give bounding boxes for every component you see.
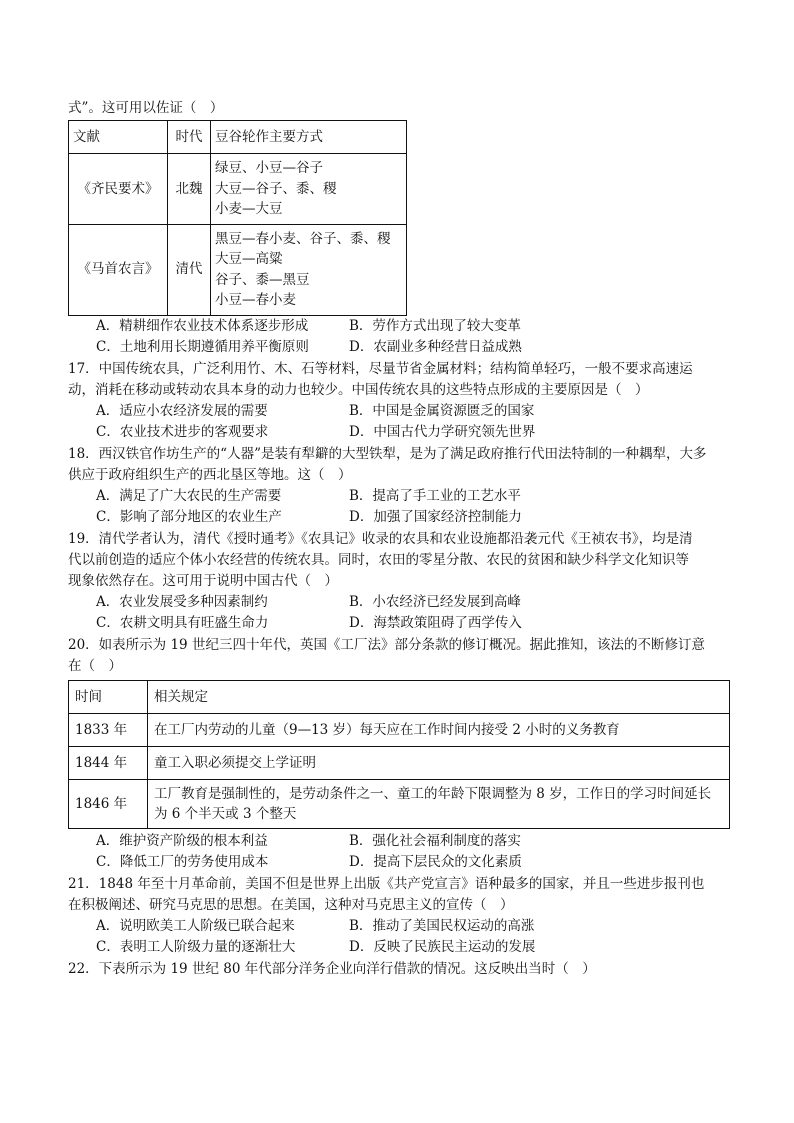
question-text: 现象依然存在。这可用于说明中国古代（ ） xyxy=(68,572,338,589)
table-header-row xyxy=(69,121,407,154)
year-cell: 1833 年 xyxy=(69,713,148,746)
method-line: 大豆—高粱 xyxy=(215,251,283,267)
option-b[interactable]: B．强化社会福利制度的落实 xyxy=(349,832,521,849)
question-text: 供应于政府组织生产的西北垦区等地。这（ ） xyxy=(68,466,352,483)
option-b[interactable]: B．推动了美国民权运动的高涨 xyxy=(349,917,535,934)
factory-act-table xyxy=(68,680,730,829)
header-time: 时间 xyxy=(69,680,148,713)
option-d[interactable]: D．加强了国家经济控制能力 xyxy=(349,509,522,525)
q17-options xyxy=(68,401,730,444)
option-b[interactable]: B．提高了手工业的工艺水平 xyxy=(349,487,521,504)
table-row xyxy=(69,224,407,315)
q18-options xyxy=(68,486,730,529)
q16-options xyxy=(68,316,730,359)
option-a[interactable]: A．说明欧美工人阶级已联合起来 xyxy=(96,917,295,934)
option-b[interactable]: B．小农经济已经发展到高峰 xyxy=(349,593,521,610)
method-cell xyxy=(211,224,407,315)
year-cell: 1844 年 xyxy=(69,746,148,779)
method-cell xyxy=(211,154,407,225)
era-cell: 清代 xyxy=(168,224,211,315)
question-text: 21．1848 年至十月革命前，美国不但是世界上出版《共产党宣言》语种最多的国家，并且一些进步报刊也 xyxy=(68,875,705,892)
option-a[interactable]: A．维护资产阶级的根本利益 xyxy=(96,832,268,849)
q21-options xyxy=(68,916,730,959)
question-22 xyxy=(68,959,730,980)
table-row xyxy=(69,746,730,779)
question-text: 代以前创造的适应个体小农经营的传统农具。同时，农田的零星分散、农民的贫困和缺少科学文化知识等 xyxy=(68,551,689,568)
option-d[interactable]: D．海禁政策阻碍了西学传入 xyxy=(349,615,522,631)
header-era: 时代 xyxy=(168,121,211,154)
book-cell: 《齐民要术》 xyxy=(69,154,168,225)
question-text: 20．如表所示为 19 世纪三四十年代，英国《工厂法》部分条款的修订概况。据此推知，该法的不断修订意 xyxy=(68,636,705,653)
option-a[interactable]: A．满足了广大农民的生产需要 xyxy=(96,487,282,504)
q20-options xyxy=(68,831,730,874)
option-c[interactable]: C．影响了部分地区的农业生产 xyxy=(96,509,282,525)
option-c[interactable]: C．农耕文明具有旺盛生命力 xyxy=(96,615,269,631)
question-21 xyxy=(68,874,730,959)
exam-page xyxy=(68,98,730,980)
option-d[interactable]: D．反映了民族民主运动的发展 xyxy=(349,939,536,955)
question-text: 动，消耗在移动或转动农具本身的动力也较少。中国传统农具的这些特点形成的主要原因是（ ） xyxy=(68,381,649,398)
method-line: 绿豆、小豆—谷子 xyxy=(215,160,323,176)
option-b[interactable]: B．劳作方式出现了较大变革 xyxy=(349,317,521,334)
q19-options xyxy=(68,592,730,635)
question-20 xyxy=(68,635,730,874)
rule-cell: 在工厂内劳动的儿童（9—13 岁）每天应在工作时间内接受 2 小时的义务教育 xyxy=(148,713,730,746)
q16-tail: 式”。这可用以佐证（ ） xyxy=(68,100,224,116)
year-cell: 1846 年 xyxy=(69,779,148,828)
question-text: 19．清代学者认为，清代《授时通考》《农具记》收录的农具和农业设施都沿袭元代《王祯农书》，均是清 xyxy=(68,530,693,547)
option-d[interactable]: D．中国古代力学研究领先世界 xyxy=(349,424,536,440)
question-text: 22．下表所示为 19 世纪 80 年代部分洋务企业向洋行借款的情况。这反映出当时（ ） xyxy=(68,960,596,977)
option-d[interactable]: D．提高下层民众的文化素质 xyxy=(349,854,522,870)
option-c[interactable]: C．土地利用长期遵循用养平衡原则 xyxy=(96,339,309,355)
crop-rotation-table xyxy=(68,120,407,316)
method-line: 小豆—春小麦 xyxy=(215,292,296,308)
table-row xyxy=(69,154,407,225)
header-document: 文献 xyxy=(69,121,168,154)
question-19 xyxy=(68,529,730,635)
question-text: 在积极阐述、研究马克思的思想。在美国，这种对马克思主义的宣传（ ） xyxy=(68,896,514,913)
rule-cell: 工厂教育是强制性的，是劳动条件之一、童工的年龄下限调整为 8 岁，工作日的学习时间延长为 6 个半天或 3 个整天 xyxy=(148,779,730,828)
table-header-row xyxy=(69,680,730,713)
option-d[interactable]: D．农副业多种经营日益成熟 xyxy=(349,339,522,355)
option-c[interactable]: C．农业技术进步的客观要求 xyxy=(96,424,269,440)
header-method: 豆谷轮作主要方式 xyxy=(211,121,407,154)
question-text: 17．中国传统农具，广泛利用竹、木、石等材料，尽量节省金属材料；结构简单轻巧，一般不要求高速运 xyxy=(68,360,693,377)
option-c[interactable]: C．表明工人阶级力量的逐渐壮大 xyxy=(96,939,296,955)
question-text: 18．西汉铁官作坊生产的“人器”是装有犁鐴的大型铁犁，是为了满足政府推行代田法特制的一种耦犁，大多 xyxy=(68,445,707,462)
method-line: 大豆—谷子、黍、稷 xyxy=(215,180,337,197)
question-18 xyxy=(68,444,730,529)
method-line: 小麦—大豆 xyxy=(215,201,283,217)
option-a[interactable]: A．农业发展受多种因素制约 xyxy=(96,593,268,610)
option-c[interactable]: C．降低工厂的劳务使用成本 xyxy=(96,854,269,870)
method-line: 谷子、黍—黑豆 xyxy=(215,271,310,288)
option-a[interactable]: A．精耕细作农业技术体系逐步形成 xyxy=(96,317,309,334)
rule-cell: 童工入职必须提交上学证明 xyxy=(148,746,730,779)
option-b[interactable]: B．中国是金属资源匮乏的国家 xyxy=(349,402,535,419)
question-text: 在（ ） xyxy=(68,657,122,674)
table-row xyxy=(69,779,730,828)
method-line: 黑豆—春小麦、谷子、黍、稷 xyxy=(215,230,391,247)
book-cell: 《马首农言》 xyxy=(69,224,168,315)
era-cell: 北魏 xyxy=(168,154,211,225)
option-a[interactable]: A．适应小农经济发展的需要 xyxy=(96,402,268,419)
question-17 xyxy=(68,359,730,444)
table-row xyxy=(69,713,730,746)
header-rule: 相关规定 xyxy=(148,680,730,713)
